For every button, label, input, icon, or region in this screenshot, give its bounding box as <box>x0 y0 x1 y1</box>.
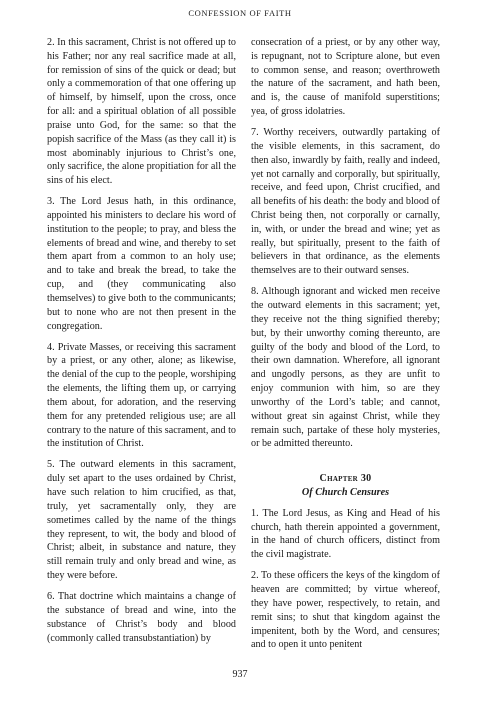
running-header: CONFESSION OF FAITH <box>188 8 292 18</box>
paragraph-8: 8. Although ignorant and wicked men receive the outward elements in this sacrament; yet, they receive not the thing signified thereby; but, by their unworthy coming thereunto, are guilty of the body and blood of the Lord, to their own damnation. Wherefore, all ignorant and ungodly persons, as they are unfit to enjoy communion with him, so are they unworthy of the Lord’s table; and cannot, without great sin against Christ, while they remain such, partake of these holy mysteries, or be admitted thereunto. <box>251 286 440 450</box>
paragraph-5: 5. The outward elements in this sacrament, duly set apart to the uses ordained by Christ, have such relation to him crucified, as that, truly, yet sacramentally only, they are sometimes called by the name of the things they represent, to wit, the body and blood of Christ; albeit, in substance and nature, they still remain truly and only bread and wine, as they were before. <box>47 459 236 581</box>
paragraph-6: 6. That doctrine which maintains a change of the substance of bread and wine, into the substance of Christ’s body and blood (commonly called transubstantiation) by <box>47 591 236 644</box>
right-column <box>251 36 440 660</box>
paragraph-3: 3. The Lord Jesus hath, in this ordinance, appointed his ministers to declare his word of institution to the people; to pray, and bless the elements of bread and wine, and thereby to set them apart from a common to an holy use; and to take and break the bread, to take the cup, and (they communicating also themselves) to give both to the communicants; but to none who are not then present in the congregation. <box>47 196 236 332</box>
paragraph-6-continued: consecration of a priest, or by any other way, is repugnant, not to Scripture alone, but even to common sense, and reason; overthroweth the nature of the sacrament, and hath been, and is, the cause of manifold superstitions; yea, of gross idolatries. <box>251 37 440 118</box>
chapter-title: Of Church Censures <box>301 486 390 498</box>
page-number: 937 <box>232 669 248 680</box>
paragraph-7: 7. Worthy receivers, outwardly partaking of the visible elements, in this sacrament, do then also, inwardly by faith, really and indeed, yet not carnally and corporally, but spiritually, receive, and feed upon, Christ crucified, and all benefits of his death: the body and blood of Christ being then, not corporally or carnally, in, with, or under the bread and wine; yet as really, but spiritually, present to the faith of believers in that ordinance, as the elements themselves are to their outward senses. <box>251 127 440 277</box>
chapter-number: Chapter 30 <box>319 473 372 485</box>
chapter-paragraph-2: 2. To these officers the keys of the kingdom of heaven are committed; by virtue whereof, they have power, respectively, to retain, and remit sins; to shut that kingdom against the impenitent, both by the Word, and censures; and to open it unto penitent <box>251 570 440 651</box>
paragraph-2: 2. In this sacrament, Christ is not offered up to his Father; nor any real sacrifice made at all, for remission of sins of the quick or dead; but only a commemoration of that one offering up of himself, by himself, upon the cross, once for all: and a spiritual oblation of all possible praise unto God, for the same: so that the popish sacrifice of the Mass (as they call it) is most abominably injurious to Christ’s one, only sacrifice, the alone propitiation for all the sins of his elect. <box>47 37 236 187</box>
chapter-paragraph-1: 1. The Lord Jesus, as King and Head of his church, hath therein appointed a government, in the hand of church officers, distinct from the civil magistrate. <box>251 507 440 561</box>
paragraph-4: 4. Private Masses, or receiving this sacrament by a priest, or any other, alone; as likewise, the denial of the cup to the people, worshiping the elements, the lifting them up, or carrying them about, for adoration, and the reserving them for any pretended religious use; are all contrary to the nature of this sacrament, and to the institution of Christ. <box>47 341 236 450</box>
left-column <box>47 36 236 653</box>
chapter-heading <box>251 472 440 500</box>
